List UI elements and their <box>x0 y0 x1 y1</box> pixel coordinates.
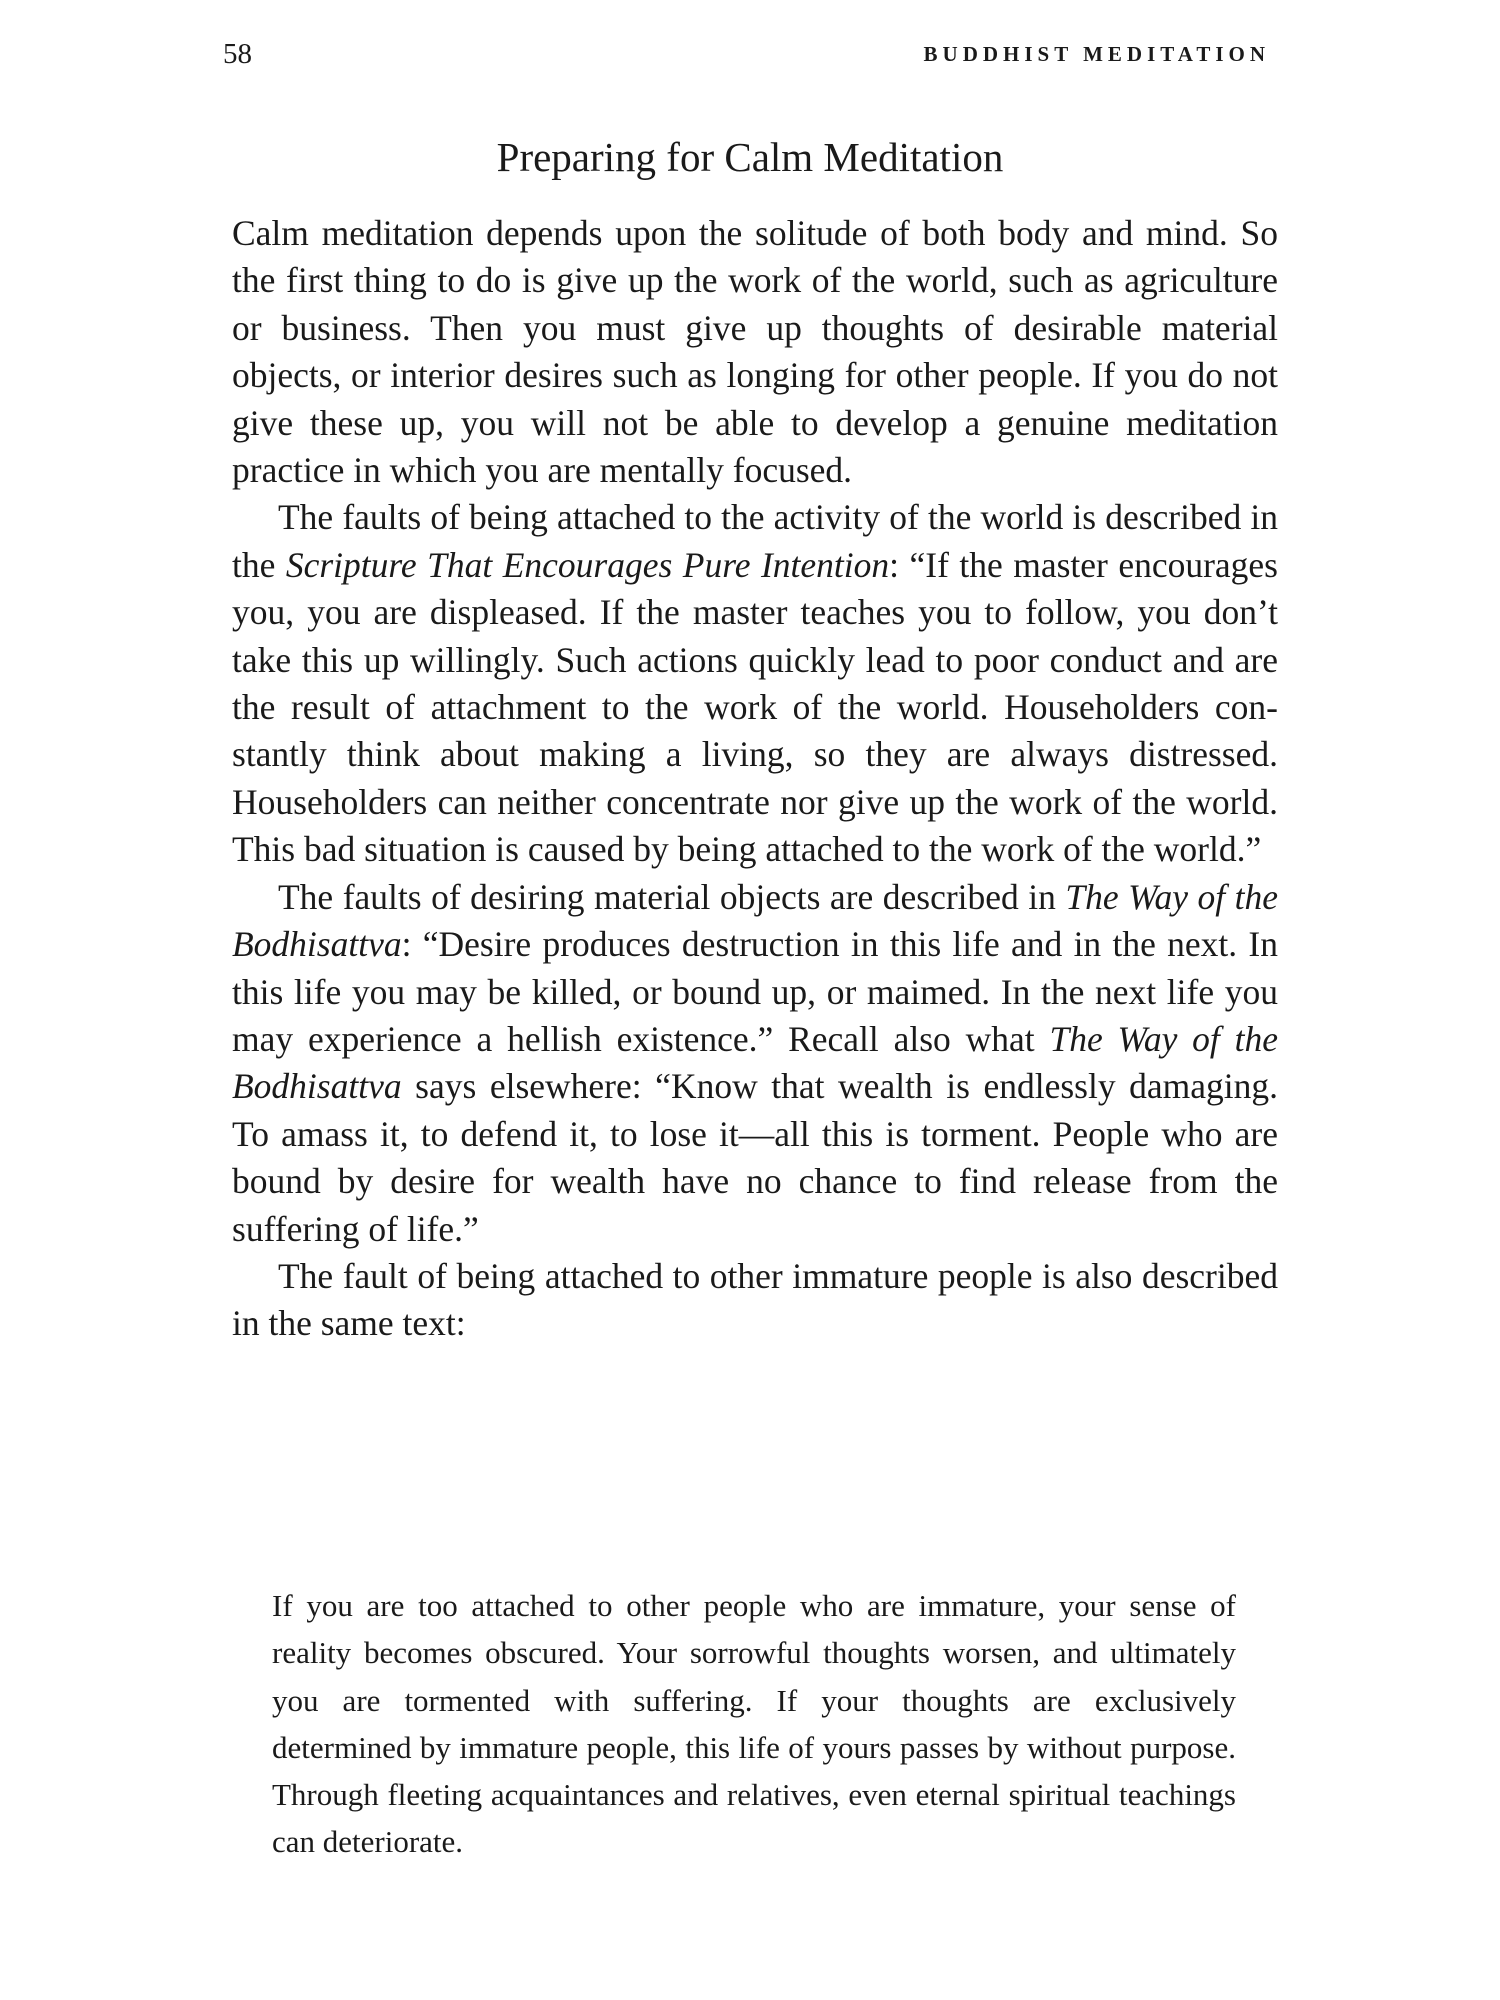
paragraph-2-text-a: The faults of being attached to the activity of the world is described in the <box>232 497 1278 585</box>
paragraph-3 <box>232 874 1278 1253</box>
paragraph-3-text-a: The faults of desiring material objects are described in <box>278 876 1066 917</box>
running-head: BUDDHIST MEDITATION <box>923 42 1270 66</box>
paragraph-2-text-b: : “If the master encourages you, you are displeased. If the master teaches you to follow, you don’t take this up willingly. Such actions quickly lead to poor conduct and are the result of attachment to the work of the world. Householders constantly think about making a living, so they are always distressed. Householders can neither concentrate nor give up the work of the world. This bad situation is caused by being attached to the work of the world.” <box>232 544 1278 870</box>
paragraph-3-text-c: says elsewhere: “Know that wealth is endlessly damaging. To amass it, to defend it, to lose it—all this is torment. People who are bound by desire for wealth have no chance to find release from the suffering of life.” <box>232 1066 1278 1249</box>
book-title-2: The Way of the Bodhisattva <box>232 1018 1278 1107</box>
paragraph-4: The fault of being attached to other immature people is also described in the same text: <box>232 1255 1278 1344</box>
paragraph-1: Calm meditation depends upon the solitude of both body and mind. So the first thing to do is give up the work of the world, such as agriculture or business. Then you must give up thoughts of desirable material objects, or interior desires such as longing for other people. If you do not give these up, you will not be able to develop a genuine meditation practice in which you are mentally focused. <box>232 213 1278 491</box>
paragraph-2 <box>232 494 1278 873</box>
body-text <box>232 210 1278 1348</box>
scripture-title: Scripture That Encourages Pure Intention <box>285 544 890 585</box>
paragraph-3-text-b: : “Desire produces destruction in this life and in the next. In this life you may be killed, or bound up, or maimed. In the next life you may experience a hellish existence.” Recall also what <box>232 924 1278 1059</box>
book-title: The Way of the Bodhisattva <box>232 876 1278 965</box>
section-title: Preparing for Calm Meditation <box>496 134 1004 180</box>
block-quote: If you are too attached to other people who are immature, your sense of reality becomes obscured. Your sorrowful thoughts worsen, and ultimately you are tormented with suffering. If your thoughts are exclusively determined by immature people, this life of yours passes by without purpose. Through fleeting acquaintances and relatives, even eternal spiritual teachings can deteriorate. <box>272 1588 1236 1860</box>
page-number: 58 <box>223 38 252 70</box>
